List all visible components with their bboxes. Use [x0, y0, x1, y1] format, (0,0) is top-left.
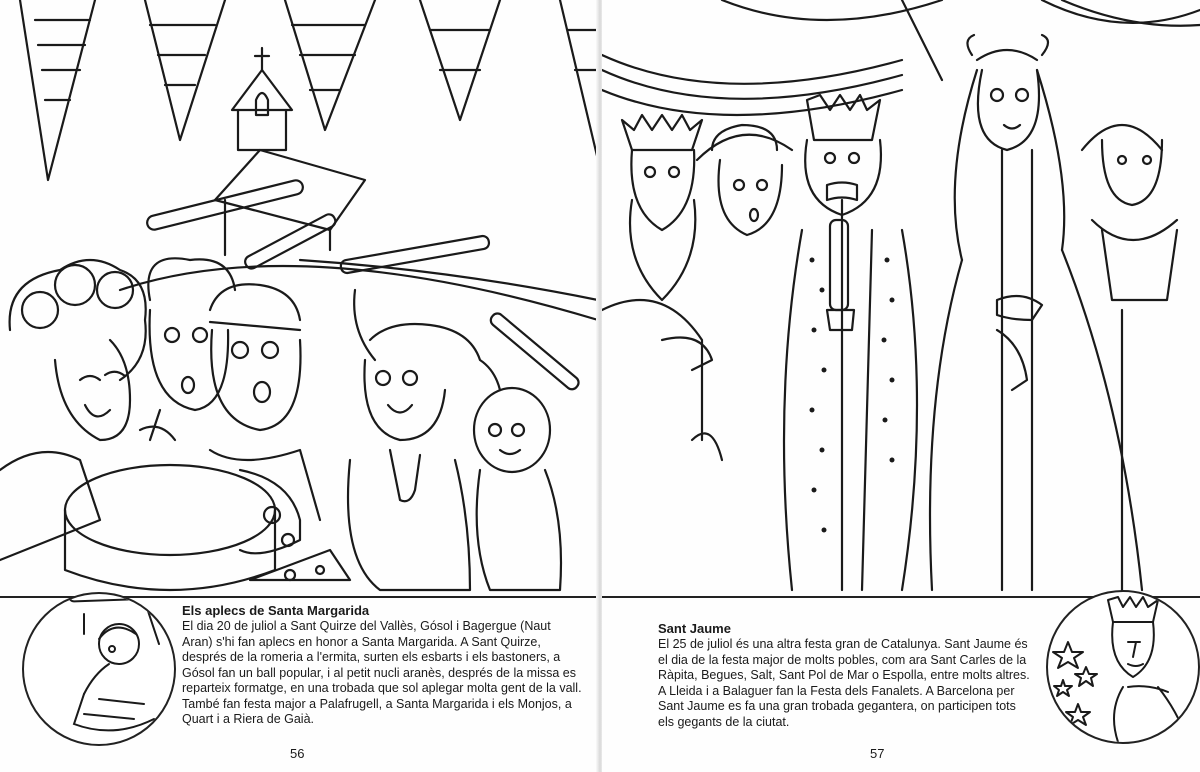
headband-man	[210, 284, 320, 520]
hat-man	[697, 125, 792, 235]
medallion-king-stars	[1046, 590, 1200, 744]
section-title: Els aplecs de Santa Margarida	[182, 603, 370, 618]
cheese	[65, 465, 350, 590]
coloring-illustration-sant-jaume	[602, 0, 1200, 598]
hermitage	[215, 48, 365, 255]
section-body: El dia 20 de juliol a Sant Quirze del Vallès, Gósol i Bagergue (Naut Aran) s'hi fan aplecs en honor a Santa Margarida. A Sant Quirze, després de la romeria a l'ermita, surten els esbarts i els bastoners, a Gósol fan un ball popular, i al petit nucli aranès, després de la missa es reparteix formatge, en una trobada que sol aplegar molta gent de la vall. També fan festa major a Palafrugell, a Santa Margarida i els Monjos, a Quart i a Riera de Gaià.	[182, 619, 582, 726]
king-giant-center	[784, 95, 917, 590]
medallion-stick-dancer	[22, 592, 176, 746]
curtain-drapes	[602, 0, 1200, 115]
bald-boy	[474, 388, 561, 590]
surprised-man	[140, 258, 235, 440]
text-block-sant-jaume	[658, 621, 1030, 730]
page-number: 56	[290, 746, 305, 761]
left-page	[0, 0, 598, 772]
bunting-flags	[20, 0, 598, 180]
right-giant	[1082, 125, 1177, 590]
page-number: 57	[870, 746, 885, 761]
section-body: El 25 de juliol és una altra festa gran de Catalunya. Sant Jaume és el dia de la festa major de molts pobles, com ara Sant Carles de la Ràpita, Begues, Salt, Sant Pol de Mar o Espolla, entre molts altres. A Lleida i a Balaguer fan la Festa dels Fanalets. A Barcelona per Sant Jaume es fa una gran trobada gegantera, on participen tots els gegants de la ciutat.	[658, 637, 1030, 729]
queen-giant	[930, 35, 1142, 590]
section-title: Sant Jaume	[658, 621, 731, 636]
king-giant-left	[602, 115, 722, 460]
turban-woman	[348, 290, 500, 590]
curly-hair-woman	[0, 260, 146, 560]
coloring-illustration-santa-margarida	[0, 0, 598, 598]
right-page	[602, 0, 1200, 772]
text-block-santa-margarida	[182, 603, 582, 728]
